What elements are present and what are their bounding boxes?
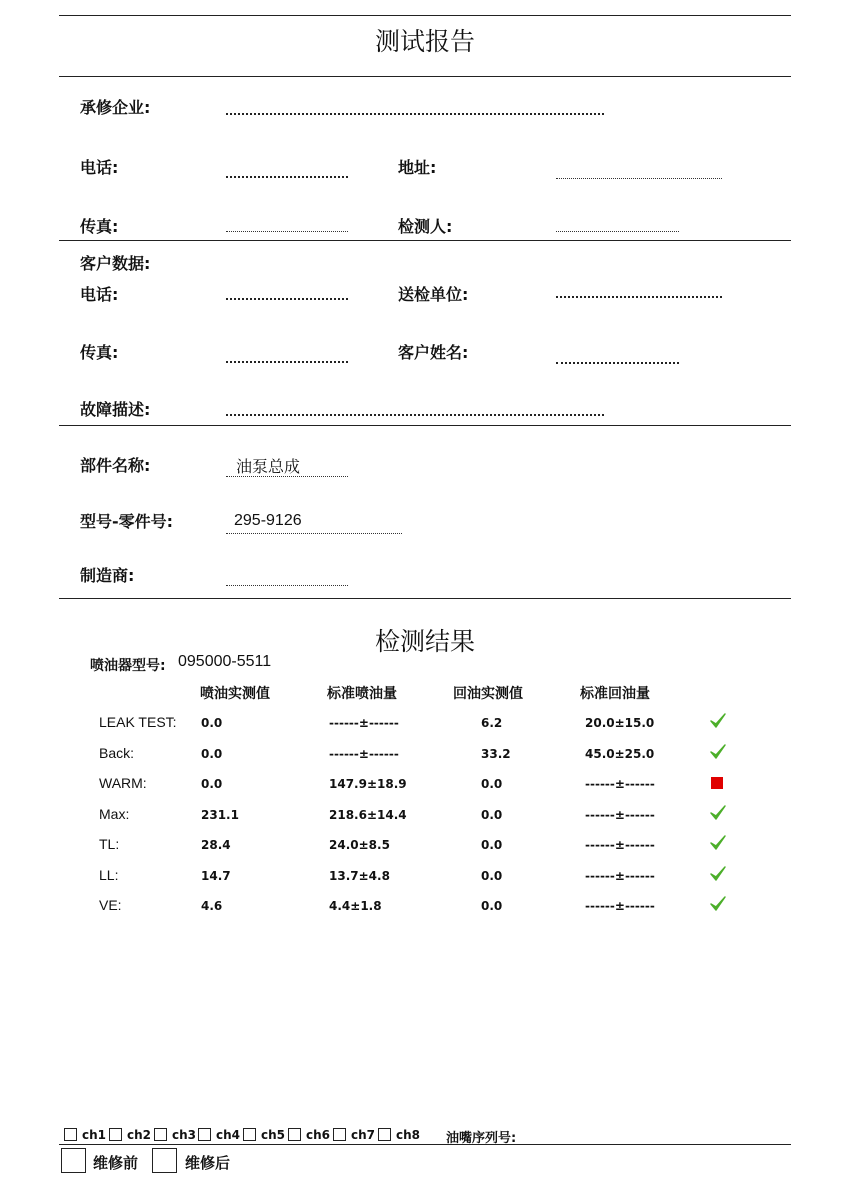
inspector-field[interactable] (556, 231, 679, 232)
row-label: Max: (99, 805, 130, 822)
fault-label: 故障描述: (80, 400, 151, 419)
injection-standard-cell: 218.6±14.4 (329, 807, 407, 822)
injector-label: 喷油器型号: (90, 658, 166, 674)
return-measured-cell: 0.0 (481, 777, 503, 791)
part-model-field[interactable] (226, 533, 402, 534)
return-measured-cell: 6.2 (481, 716, 503, 730)
row-label: LL: (99, 866, 119, 883)
row-label: LEAK TEST: (99, 714, 177, 730)
row-label: TL: (99, 836, 120, 852)
injection-measured-cell: 4.6 (201, 899, 223, 913)
company-label: 承修企业: (80, 98, 151, 117)
return-standard-cell: ------±------ (585, 777, 655, 791)
injection-standard-cell: 147.9±18.9 (329, 777, 407, 791)
return-standard-cell: 20.0±15.0 (585, 716, 655, 730)
channel-checkbox-ch8[interactable] (378, 1128, 391, 1141)
document-title: 测试报告 (374, 27, 475, 56)
channel-label: ch8 (396, 1128, 421, 1142)
injection-standard-cell: 4.4±1.8 (329, 899, 382, 913)
return-standard-cell: ------±------ (585, 838, 655, 852)
header-injection-measured: 喷油实测值 (200, 686, 270, 702)
injection-measured-cell: 0.0 (201, 746, 223, 761)
top-rule (59, 15, 791, 16)
injection-standard-cell: 24.0±8.5 (329, 838, 390, 852)
pass-check-icon (709, 895, 727, 913)
sender-label: 送检单位: (398, 285, 469, 304)
inspector-label: 检测人: (398, 217, 453, 236)
injection-standard-cell: ------±------ (329, 746, 399, 761)
part-name-value: 油泵总成 (236, 459, 301, 476)
injection-measured-cell: 14.7 (201, 868, 231, 883)
return-measured-cell: 33.2 (481, 746, 511, 761)
before-repair-label: 维修前 (93, 1154, 139, 1172)
customer-name-label: 客户姓名: (398, 343, 469, 362)
pass-check-icon (709, 865, 727, 883)
repairer-fax-label: 传真: (80, 217, 119, 236)
after-repair-checkbox[interactable] (152, 1148, 177, 1173)
customer-rule (59, 425, 791, 426)
return-standard-cell: 45.0±25.0 (585, 746, 655, 761)
fail-square-icon (711, 777, 723, 789)
channel-checkbox-ch4[interactable] (198, 1128, 211, 1141)
channel-checkbox-ch5[interactable] (243, 1128, 256, 1141)
row-label: VE: (99, 897, 122, 913)
pass-check-icon (709, 743, 727, 761)
channel-checkbox-ch3[interactable] (154, 1128, 167, 1141)
return-measured-cell: 0.0 (481, 838, 503, 852)
customer-section-label: 客户数据: (80, 254, 151, 273)
address-label: 地址: (398, 158, 437, 177)
channel-checkbox-ch2[interactable] (109, 1128, 122, 1141)
part-name-field[interactable] (226, 476, 348, 477)
part-model-value: 295-9126 (234, 512, 302, 529)
part-name-label: 部件名称: (80, 456, 151, 475)
repairer-phone-label: 电话: (80, 158, 119, 177)
row-label: Back: (99, 744, 135, 761)
pass-check-icon (709, 834, 727, 852)
maker-label: 制造商: (80, 566, 135, 585)
customer-fax-label: 传真: (80, 343, 119, 362)
channel-label: ch6 (306, 1128, 331, 1142)
part-rule (59, 598, 791, 599)
footer-rule (59, 1144, 791, 1145)
serial-label: 油嘴序列号: (446, 1131, 517, 1146)
return-measured-cell: 0.0 (481, 868, 503, 883)
return-standard-cell: ------±------ (585, 868, 655, 883)
header-return-measured: 回油实测值 (453, 686, 523, 702)
results-title: 检测结果 (374, 627, 475, 656)
sender-field[interactable] (556, 296, 722, 298)
company-field[interactable] (226, 113, 604, 115)
injection-standard-cell: 13.7±4.8 (329, 868, 390, 883)
injector-value: 095000-5511 (178, 653, 272, 670)
channel-checkbox-ch6[interactable] (288, 1128, 301, 1141)
repairer-rule (59, 240, 791, 241)
injection-measured-cell: 0.0 (201, 716, 223, 730)
channel-checkbox-ch1[interactable] (64, 1128, 77, 1141)
after-repair-label: 维修后 (185, 1154, 231, 1172)
header-injection-standard: 标准喷油量 (327, 686, 397, 702)
injection-standard-cell: ------±------ (329, 716, 399, 730)
customer-phone-field[interactable] (226, 298, 348, 300)
repairer-fax-field[interactable] (226, 231, 348, 232)
pass-check-icon (709, 804, 727, 822)
channel-label: ch3 (172, 1128, 197, 1142)
pass-check-icon (709, 712, 727, 730)
injection-measured-cell: 0.0 (201, 777, 223, 791)
channel-label: ch1 (82, 1128, 107, 1142)
channel-checkbox-ch7[interactable] (333, 1128, 346, 1141)
return-standard-cell: ------±------ (585, 899, 655, 913)
before-repair-checkbox[interactable] (61, 1148, 86, 1173)
repairer-phone-field[interactable] (226, 176, 348, 178)
return-standard-cell: ------±------ (585, 807, 655, 822)
injection-measured-cell: 231.1 (201, 807, 239, 822)
row-label: WARM: (99, 775, 147, 791)
customer-phone-label: 电话: (80, 285, 119, 304)
channel-label: ch7 (351, 1128, 376, 1142)
return-measured-cell: 0.0 (481, 899, 503, 913)
channel-label: ch4 (216, 1128, 241, 1142)
header-rule (59, 76, 791, 77)
channel-label: ch2 (127, 1128, 152, 1142)
maker-field[interactable] (226, 585, 348, 586)
address-field[interactable] (556, 178, 722, 179)
injection-measured-cell: 28.4 (201, 838, 231, 852)
fault-field[interactable] (226, 414, 604, 416)
part-model-label: 型号-零件号: (80, 512, 174, 531)
customer-name-field[interactable] (556, 362, 679, 364)
channel-label: ch5 (261, 1128, 286, 1142)
return-measured-cell: 0.0 (481, 807, 503, 822)
customer-fax-field[interactable] (226, 361, 348, 363)
header-return-standard: 标准回油量 (580, 686, 650, 702)
